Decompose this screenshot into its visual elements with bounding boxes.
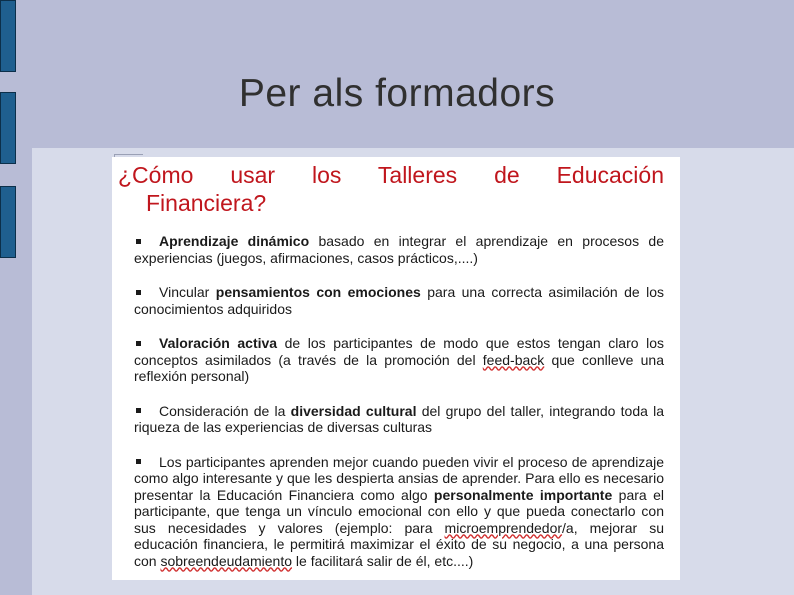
bullet-text: para el participante, que tenga un vínculo emocional con ello y que pueda conectarlo con sus necesidades y valores (ejemplo: para: [134, 486, 664, 536]
bullet-text: Vincular: [159, 284, 216, 300]
bold-term: personalmente importante: [433, 486, 613, 503]
spellcheck-word: feed-back: [482, 351, 545, 368]
list-item: [134, 233, 664, 266]
bold-term: diversidad cultural: [290, 402, 417, 419]
bullet-square-icon: [136, 341, 141, 346]
document-body: [118, 161, 664, 580]
bullet-text: le facilitará salir de él, etc....): [292, 552, 474, 569]
bullet-text: del grupo del taller, integrando toda la riqueza de las experiencias de diversas culturas: [134, 402, 665, 435]
bullet-text: Consideración de la: [159, 402, 291, 419]
bullet-text: Los participantes aprenden mejor cuando pueden vivir el proceso de aprendizaje como algo interesante y que les despierta ansias de aprender. Para ello es necesario presentar la Educación Financiera como algo: [134, 453, 664, 503]
document-heading: ¿Cómo usar los Talleres de Educación: [118, 162, 664, 188]
bold-term: Aprendizaje dinámico: [159, 233, 310, 249]
list-item: [134, 403, 664, 436]
bold-term: pensamientos con emociones: [215, 284, 421, 300]
document-image: [112, 157, 680, 580]
bullet-text: de los participantes de modo que estos tengan claro los conceptos asimilados (a través de la promoción del: [134, 335, 665, 368]
bullet-square-icon: [136, 239, 141, 244]
list-item: [134, 335, 664, 385]
document-heading-cont: Financiera?: [146, 190, 267, 216]
spellcheck-word: microemprendedor: [444, 519, 563, 536]
bullet-square-icon: [136, 290, 141, 295]
spellcheck-word: sobreendeudamiento: [160, 552, 293, 569]
bullet-text: basado en integrar el aprendizaje en procesos de experiencias (juegos, afirmaciones, casos prácticos,....): [134, 233, 664, 266]
bold-term: Valoración activa: [159, 335, 278, 351]
bullet-text: que conlleve una reflexión personal): [134, 351, 664, 384]
bullet-text: /a, mejorar su educación financiera, le permitirá maximizar el éxito de su negocio, a una persona con: [134, 519, 664, 569]
left-bar: [0, 0, 16, 72]
bullet-square-icon: [136, 408, 141, 413]
bullet-list: [118, 233, 664, 569]
list-item: [134, 284, 664, 317]
slide-title: Per als formadors: [238, 72, 556, 115]
bullet-square-icon: [136, 459, 141, 464]
left-bar: [0, 186, 16, 258]
list-item: [134, 454, 664, 570]
bullet-text: para una correcta asimilación de los conocimientos adquiridos: [134, 284, 664, 317]
